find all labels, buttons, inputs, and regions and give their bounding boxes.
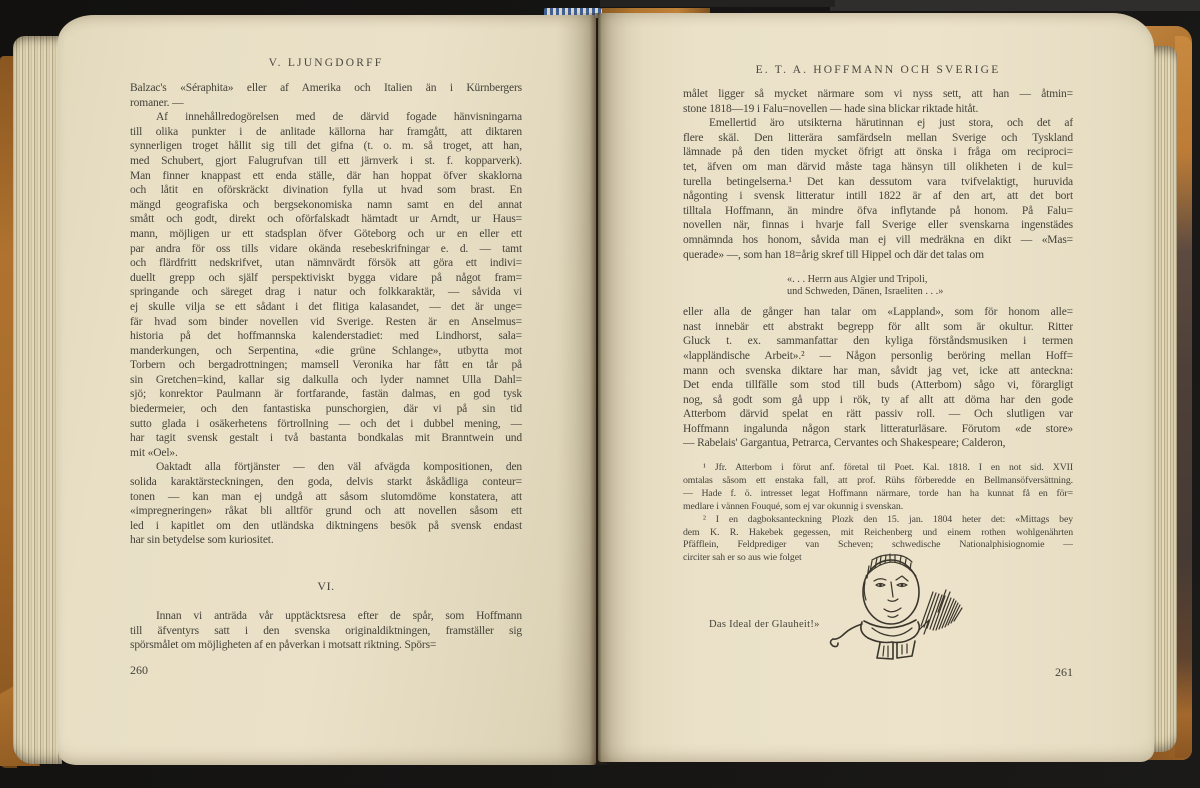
text-line: fär hvad som binder novellen vid Sverige. Resten är en Anselmus=	[130, 315, 522, 328]
background-band	[600, 0, 835, 7]
text-line: querade» —, som han 18=årig skref till Hippel och där det talas om	[683, 248, 984, 261]
text-line: omtalas såsom ett enstaka fall, att prof. Rühs förberedde en Bellmansöfversättning.	[683, 474, 1073, 486]
text-line: — Rabelais' Gargantua, Petrarca, Cervantes och Shakespeare; Calderon,	[683, 437, 1006, 450]
paragraph	[683, 116, 1073, 262]
text-line: och låtit en oförskräckt divination fylla ut hvad som brast. En	[130, 184, 522, 197]
text-line: ej skulle vilja se ett sådant i det flitiga kalasandet, — det är unge=	[130, 300, 522, 313]
text-line: ¹ Jfr. Atterbom i förut anf. företal til Poet. Kal. 1818. I en not sid. XVII	[703, 462, 1073, 474]
text-line: någonting i svensk litteratur intill 1822 är af den art, att det bort	[683, 190, 1073, 203]
text-line: dem K. R. Hakebek gegessen, mit Reichenberg und einem rothen wohlgenährten	[683, 526, 1073, 538]
text-line: Pfäfflein, Feldprediger van Scheven; schwedische Nationalphisiognomie —	[683, 539, 1073, 551]
page-number-right: 261	[1055, 665, 1073, 679]
text-line: Oaktadt alla förtjänster — den väl afvägda kompositionen, den	[156, 461, 522, 474]
paragraph	[130, 460, 522, 548]
text-line: biedermeier, och den fantastiska punschorgien, där vi på sin tid	[130, 403, 522, 416]
text-line: har sin betydelse som kuriositet.	[130, 534, 274, 547]
right-page-text-column	[683, 87, 1073, 565]
text-line: romaner. —	[130, 96, 184, 109]
text-line: nog, så godt som gå upp i rök, ty af allt att döma har den gode	[683, 393, 1073, 406]
hoffmann-caricature-sketch	[820, 550, 970, 662]
text-line: springande och säreget drag i natur och folkkaraktär, — såvida vi	[130, 286, 522, 299]
paragraph	[130, 609, 522, 653]
text-line: flere skäl. Den litterära samfärdseln mellan Sverige och Tyskland	[683, 131, 1073, 144]
footnote-1	[683, 462, 1073, 514]
text-line: solida karaktärsteckningen, den goda, delvis starkt åskådliga conteur=	[130, 476, 522, 489]
text-line: stone 1818—19 i Falu=novellen — hade sina blickar riktade hitåt.	[683, 102, 979, 115]
text-line: smått och godt, direkt och oförfalskadt hämtadt ur Arndt, ur Haus=	[130, 213, 522, 226]
text-line: och flärdfritt nedskrifvet, utan nämnvärdt försök att göra ett indivi=	[130, 257, 522, 270]
text-line: duellt grepp och själf perspektiviskt bygga vidare på något fram=	[130, 271, 522, 284]
text-line: tonen — kan man ej undgå att såsom slutomdöme konstatera, att	[130, 490, 522, 503]
book-cover-right	[1175, 36, 1192, 758]
text-line: Emellertid äro utsikterna härutinnan ej just stora, och det af	[709, 117, 1073, 130]
text-line: synnerligen troget hållit sig till det gifna (t. o. m. så troget, att han,	[130, 140, 522, 153]
left-page-text-column	[130, 81, 522, 653]
text-line: Balzac's «Séraphita» eller af Amerika och Italien än i Kürnbergers	[130, 82, 522, 94]
running-header-right: E. T. A. HOFFMANN OCH SVERIGE	[755, 64, 1001, 76]
text-line: mängd geografiska och bergsekonomiska namn samt en del annat	[130, 198, 522, 211]
left-page	[58, 15, 596, 765]
sketch-caption: Das Ideal der Glauheit!»	[709, 619, 820, 630]
text-line: omnämnda hos honom, såvida man ej vill medräkna en dikt — «Mas=	[683, 233, 1073, 246]
paragraph	[130, 110, 522, 460]
text-line: Torbern och bergadrottningen; mamsell Veronika har fått en tår på	[130, 359, 522, 372]
text-line: manderkungen, och Serpentina, «die grüne Schlange», utbytta mot	[130, 344, 522, 357]
text-line: «. . . Herrn aus Algier und Tripoli,	[787, 274, 928, 286]
text-line: mann och svenska diktare har man, såvidt jag vet, icke att anteckna:	[683, 364, 1073, 377]
text-line: sjö; konrektor Paulmann är fortfarande, fastän dalmas, en god tysk	[130, 388, 522, 401]
text-line: medlare i vännen Fouqué, som ej var okunnig i svenskan.	[683, 500, 904, 512]
text-line: novellen när, finnas i hvarje fall Sverige eller svenskarna ingenstädes	[683, 219, 1073, 232]
text-line: mit «Oel».	[130, 446, 178, 459]
text-line: med Schubert, gjort Falugrufvan till ett järnverk i st. f. kopparverk).	[130, 154, 522, 167]
text-line: Det enda tillfälle som stod till buds (Atterbom) sågo vi, förargligt	[683, 379, 1073, 392]
text-line: tet, äfven om man därvid måste taga hänsyn till olikheten i de kul=	[683, 160, 1073, 173]
text-line: par andra för oss tills vidare okända resebeskrifningar e. d. — tamt	[130, 242, 522, 255]
text-line: historia på det hoffmannska kalenderstadiet: med Lindhorst, sala=	[130, 330, 522, 343]
section-heading: VI.	[317, 579, 335, 593]
text-line: Hoffmann ingalunda någon stark litteraturläsare. Förutom «de store»	[683, 422, 1073, 435]
text-line: till olika punkter i de anlitade källorna har framgått, att diktaren	[130, 125, 522, 138]
paragraph	[683, 305, 1073, 451]
background-band	[830, 0, 1200, 11]
text-line: lämnade på den tiden mycket öfrigt att önska i fråga om reciproci=	[683, 146, 1073, 159]
page-edges-left	[13, 36, 62, 764]
text-line: Innan vi anträda vår upptäcktsresa efter de spår, som Hoffmann	[156, 610, 522, 622]
text-line: nast innebär ett abstrakt begrepp för allt som är okultur. Ritter	[683, 320, 1073, 333]
text-line: und Schweden, Dänen, Israeliten . . .»	[787, 285, 944, 297]
text-line: circiter sah er so aus wie folget	[683, 552, 802, 564]
text-line: sin Gretchen=kind, kallar sig dalkulla och lyder namnet Ulla Dahl=	[130, 373, 522, 386]
text-line: sutto glada i osäkerhetens förtrollning — och det i dubbel mening, —	[130, 417, 522, 430]
text-line: led i kapitlet om den utländska diktningens besök på svensk endast	[130, 519, 522, 532]
right-page	[598, 13, 1154, 762]
verse-quote	[787, 274, 1073, 297]
text-line: Gluck t. ex. sammanfattar den kyliga förståndsmusiken i termen	[683, 335, 1073, 348]
text-line: ² I en dagboksanteckning Plozk den 15. jan. 1804 heter det: «Mittags bey	[703, 513, 1073, 525]
text-line: «impregneringen» råkat bli alltför grund och att novellen såsom ett	[130, 505, 522, 518]
page-number-left: 260	[130, 663, 148, 677]
text-line: spörsmålet om möjligheten af en påverkan i motsatt riktning. Spörs=	[130, 639, 437, 652]
text-line: Atterbom därvid spelat en rätt passiv roll. — Och slutligen var	[683, 408, 1073, 421]
text-line: målet ligger så mycket närmare som vi nyss sett, att han — åtmin=	[683, 88, 1073, 100]
text-line: har tagit svensk gestalt i två bastanta bondkalas mit Branntwein und	[130, 432, 522, 445]
paragraph	[130, 81, 522, 110]
text-line: tilltala Hoffmann, än mindre öfva inflytande på honom. På Falu=	[683, 204, 1073, 217]
text-line: «lappländische Arbeit».² — Någon personlig beröring mellan Hoff=	[683, 349, 1073, 362]
text-line: Man finner knappast ett enda ställe, där han hoppat öfver skaklorna	[130, 169, 522, 182]
text-line: mann, möjligen ur ett stadsplan öfver Göteborg och ur en eller ett	[130, 227, 522, 240]
text-line: — Hade f. ö. intresset legat Hoffmann närmare, torde han ha kunnat få en för=	[683, 487, 1073, 499]
text-line: till äfventyrs satt i den svenska originaldiktningen, framställer sig	[130, 624, 522, 637]
page-edges-right	[1153, 46, 1177, 752]
text-line: turella betingelserna.¹ Det kan dessutom vara tvifvelaktigt, huruvida	[683, 175, 1073, 188]
text-line: Af innehållredogörelsen med de därvid fogade hänvisningarna	[156, 111, 522, 124]
running-header-left: V. LJUNGDORFF	[268, 57, 384, 69]
paragraph	[683, 87, 1073, 116]
text-line: eller alla de gånger han talar om «Lappland», som för honom alle=	[683, 306, 1073, 319]
